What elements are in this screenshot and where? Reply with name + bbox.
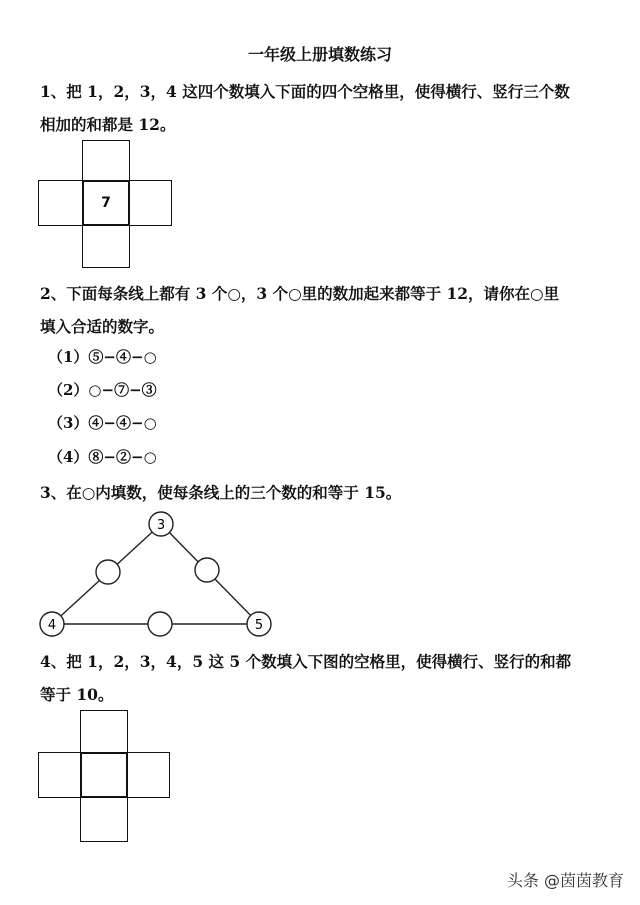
- page-title: 一年级上册填数练习: [247, 45, 392, 64]
- q1-text-line2: 相加的和都是 12。: [40, 115, 176, 134]
- q2-text-line1: 2、下面每条线上都有 3 个○，3 个○里的数加起来都等于 12，请你在○里: [40, 284, 560, 303]
- q4-cell-top[interactable]: [80, 710, 128, 754]
- q3-circle-bottom-mid[interactable]: [148, 612, 172, 636]
- q4-cell-center[interactable]: [80, 752, 128, 798]
- q1-text-line1: 1、把 1，2，3，4 这四个数填入下面的四个空格里，使得横行、竖行三个数: [40, 82, 570, 101]
- q3-bottom-left-value: 4: [47, 618, 57, 633]
- q1-center-value: 7: [101, 195, 111, 211]
- q4-cell-left[interactable]: [38, 752, 82, 798]
- q3-text-line1: 3、在○内填数，使每条线上的三个数的和等于 15。: [40, 483, 402, 502]
- q3-circle-right-mid[interactable]: [195, 558, 219, 582]
- q2-item-4: （4）⑧−②−○: [48, 448, 157, 466]
- q3-bottom-right-value: 5: [254, 618, 264, 633]
- q4-cell-bottom[interactable]: [80, 796, 128, 842]
- watermark: 头条 @茵茵教育: [506, 871, 624, 890]
- q2-item-2: （2）○−⑦−③: [48, 381, 157, 399]
- q3-top-value: 3: [156, 518, 166, 533]
- q4-text-line2: 等于 10。: [40, 685, 114, 704]
- q4-text-line1: 4、把 1，2，3，4，5 这 5 个数填入下图的空格里，使得横行、竖行的和都: [40, 652, 572, 671]
- q3-circle-left-mid[interactable]: [96, 560, 120, 584]
- q2-text-line2: 填入合适的数字。: [40, 317, 165, 336]
- q2-item-3: （3）④−④−○: [48, 414, 157, 432]
- q2-item-1: （1）⑤−④−○: [48, 348, 157, 366]
- q4-cell-right[interactable]: [126, 752, 170, 798]
